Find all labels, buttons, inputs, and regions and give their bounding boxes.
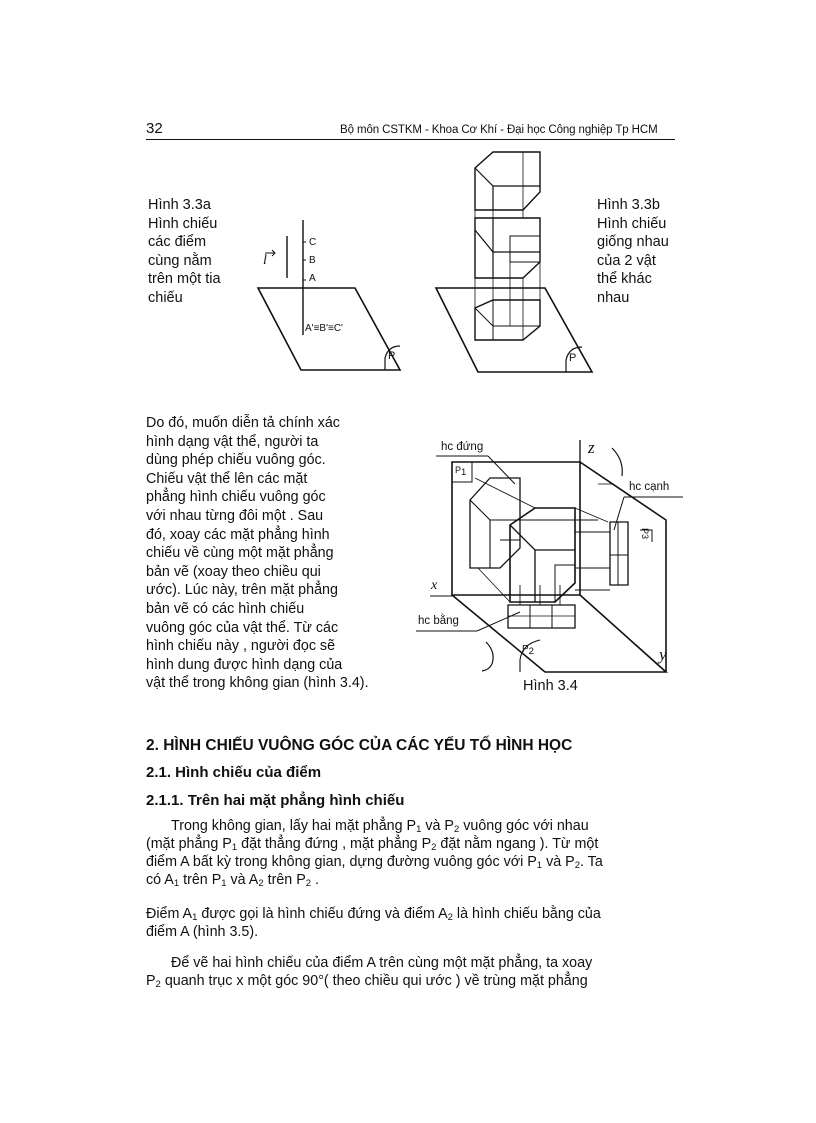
paragraph-1: Trong không gian, lấy hai mặt phẳng $P_1$ và $P_2$ vuông góc với nhau (mặt phẳng $P_1$ đặt thẳng đứng , mặt phẳng $P_2$ đặt nằm ngang ). Từ một điểm A bất kỳ trong không gian, dựng đường vuông góc với $P_1$ và $P_2$. Ta có $A_1$ trên $P_1$ và $A_2$ trên $P_2$ . <box>146 818 603 889</box>
label-hc-dung: hc đứng <box>441 441 484 453</box>
fig-3-3a-caption: Hình 3.3a Hình chiếu các điểm cùng nằm trên một tia chiếu <box>148 197 221 306</box>
section-2-1-1-title: 2.1.1. Trên hai mặt phẳng hình chiếu <box>146 792 405 809</box>
header-rule <box>146 139 675 140</box>
plane-p2-label: $P_2$ <box>522 644 534 657</box>
label-c: C <box>309 237 317 248</box>
label-hc-canh: hc cạnh <box>629 481 670 493</box>
label-a: A <box>309 273 316 284</box>
page-number: 32 <box>146 120 163 137</box>
plane-label-b: P <box>569 352 577 364</box>
plane-label-a: P <box>388 350 396 362</box>
fig-3-4-caption: Hình 3.4 <box>523 678 578 694</box>
plane-p1-label: $P_1$ <box>455 465 467 478</box>
intro-paragraph: Do đó, muốn diễn tả chính xác hình dạng vật thể, người ta dùng phép chiếu vuông góc. Chiếu vật thể lên các mặt phẳng hình chiếu vuông góc với nhau từng đôi một . Sau đó, xoay các mặt phẳng hình chiếu về cùng một mặt phẳng bản vẽ (xoay theo chiều qui ước). Lúc này, trên mặt phẳng bản vẽ có các hình chiếu vuông góc của vật thể. Từ các hình chiếu này , người đọc sẽ hình dung được hình dạng của vật thể trong không gian (hình 3.4). <box>146 415 369 692</box>
plane-p3-label: P3 <box>640 528 650 540</box>
axis-z-label: z <box>588 438 595 457</box>
paragraph-2: Điểm $A_1$ được gọi là hình chiếu đứng và điểm $A_2$ là hình chiếu bằng của điểm A (hình 3.5). <box>146 906 601 940</box>
label-hc-bang: hc bằng <box>418 615 459 627</box>
fig-3-3b-caption: Hình 3.3b Hình chiếu giống nhau của 2 vật thể khác nhau <box>597 197 669 306</box>
axis-y-label: y <box>659 645 667 664</box>
label-projection: A'≡B'≡C' <box>305 323 343 334</box>
section-2-title: 2. HÌNH CHIẾU VUÔNG GÓC CỦA CÁC YẾU TỐ HÌNH HỌC <box>146 737 573 754</box>
label-direction: l <box>263 253 267 268</box>
axis-x-label: x <box>431 578 438 593</box>
header-org: Bộ môn CSTKM - Khoa Cơ Khí - Đại học Công nghiệp Tp HCM <box>340 124 658 136</box>
paragraph-3: Để vẽ hai hình chiếu của điểm A trên cùng một mặt phẳng, ta xoay $P_2$ quanh trục x một góc 90°( theo chiều qui ước ) về trùng mặt phẳng <box>146 955 593 990</box>
label-b: B <box>309 255 316 266</box>
section-2-1-title: 2.1. Hình chiếu của điểm <box>146 764 322 781</box>
